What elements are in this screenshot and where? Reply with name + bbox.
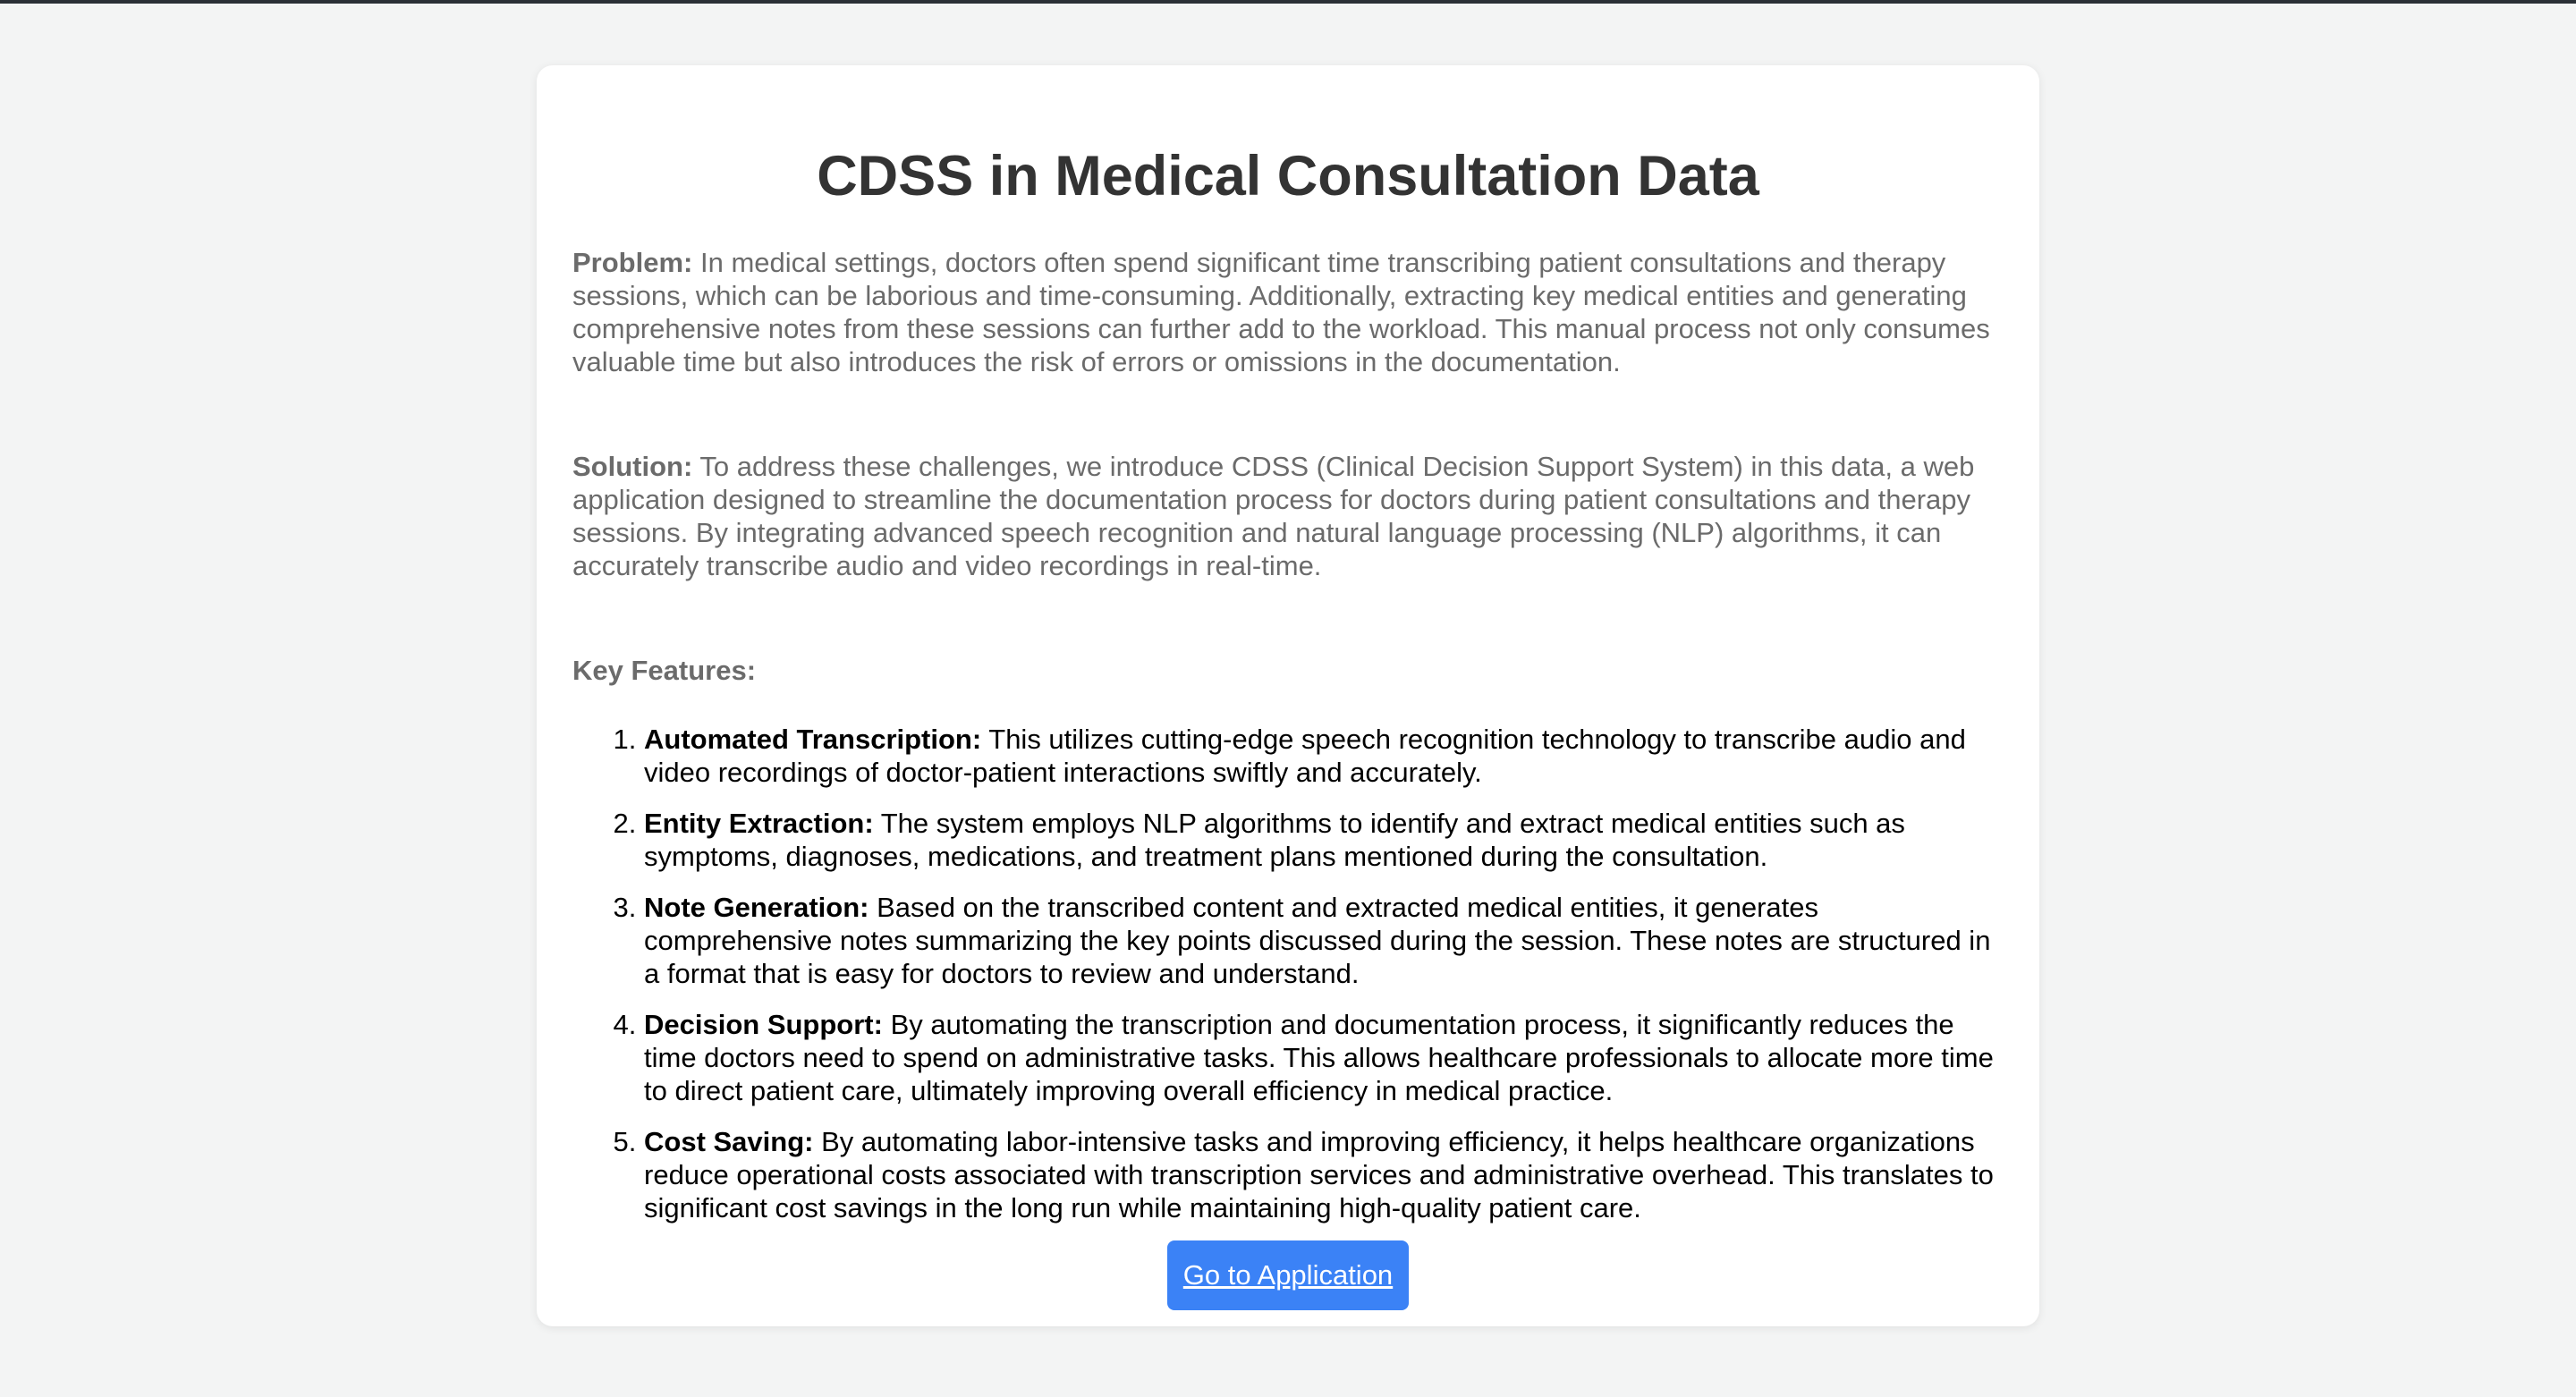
page-title: CDSS in Medical Consultation Data [817,145,1759,207]
feature-title: Automated Transcription: [644,724,982,755]
feature-item-decision-support [644,1008,2004,1107]
feature-text: By automating the transcription and documentation process, it significantly reduces the time doctors need to spend on administrative tasks. This allows healthcare professionals to allocate more time to direct patient care, ultimately improving overall efficiency in medical practice. [644,1009,1994,1106]
problem-text: In medical settings, doctors often spend significant time transcribing patient consultations and therapy sessions, which can be laborious and time-consuming. Additionally, extracting key medical entities and generating comprehensive notes from these sessions can further add to the workload. This manual process not only consumes valuable time but also introduces the risk of errors or omissions in the documentation. [572,247,1990,377]
feature-text: By automating labor-intensive tasks and improving efficiency, it helps healthcare organizations reduce operational costs associated with transcription services and administrative overhead. This translates to significant cost savings in the long run while maintaining high-quality patient care. [644,1126,1994,1223]
window-top-border [0,0,2576,4]
feature-title: Cost Saving: [644,1126,814,1157]
feature-item-note-generation [644,891,2004,990]
solution-label: Solution: [572,451,693,482]
key-features-list [572,723,2004,1224]
solution-paragraph [572,450,2004,582]
feature-item-entity-extraction [644,807,2004,873]
feature-item-automated-transcription [644,723,2004,789]
feature-item-cost-saving [644,1125,2004,1224]
feature-text: This utilizes cutting-edge speech recognition technology to transcribe audio and video recordings of doctor-patient interactions swiftly and accurately. [644,724,1966,788]
feature-text: The system employs NLP algorithms to identify and extract medical entities such as symptoms, diagnoses, medications, and treatment plans mentioned during the consultation. [644,808,1905,872]
problem-paragraph [572,246,2004,378]
solution-text: To address these challenges, we introduce CDSS (Clinical Decision Support System) in this data, a web application designed to streamline the documentation process for doctors during patient consultations and therapy sessions. By integrating advanced speech recognition and natural language processing (NLP) algorithms, it can accurately transcribe audio and video recordings in real-time. [572,451,1975,581]
feature-title: Entity Extraction: [644,808,874,839]
content-card [537,65,2039,1326]
feature-title: Note Generation: [644,892,869,923]
button-container [572,1240,2004,1310]
feature-title: Decision Support: [644,1009,883,1040]
problem-label: Problem: [572,247,693,278]
feature-text: Based on the transcribed content and extracted medical entities, it generates comprehensive notes summarizing the key points discussed during the session. These notes are structured in a format that is easy for doctors to review and understand. [644,892,1991,989]
key-features-heading: Key Features: [572,655,757,686]
go-to-application-button[interactable]: Go to Application [1167,1240,1409,1310]
